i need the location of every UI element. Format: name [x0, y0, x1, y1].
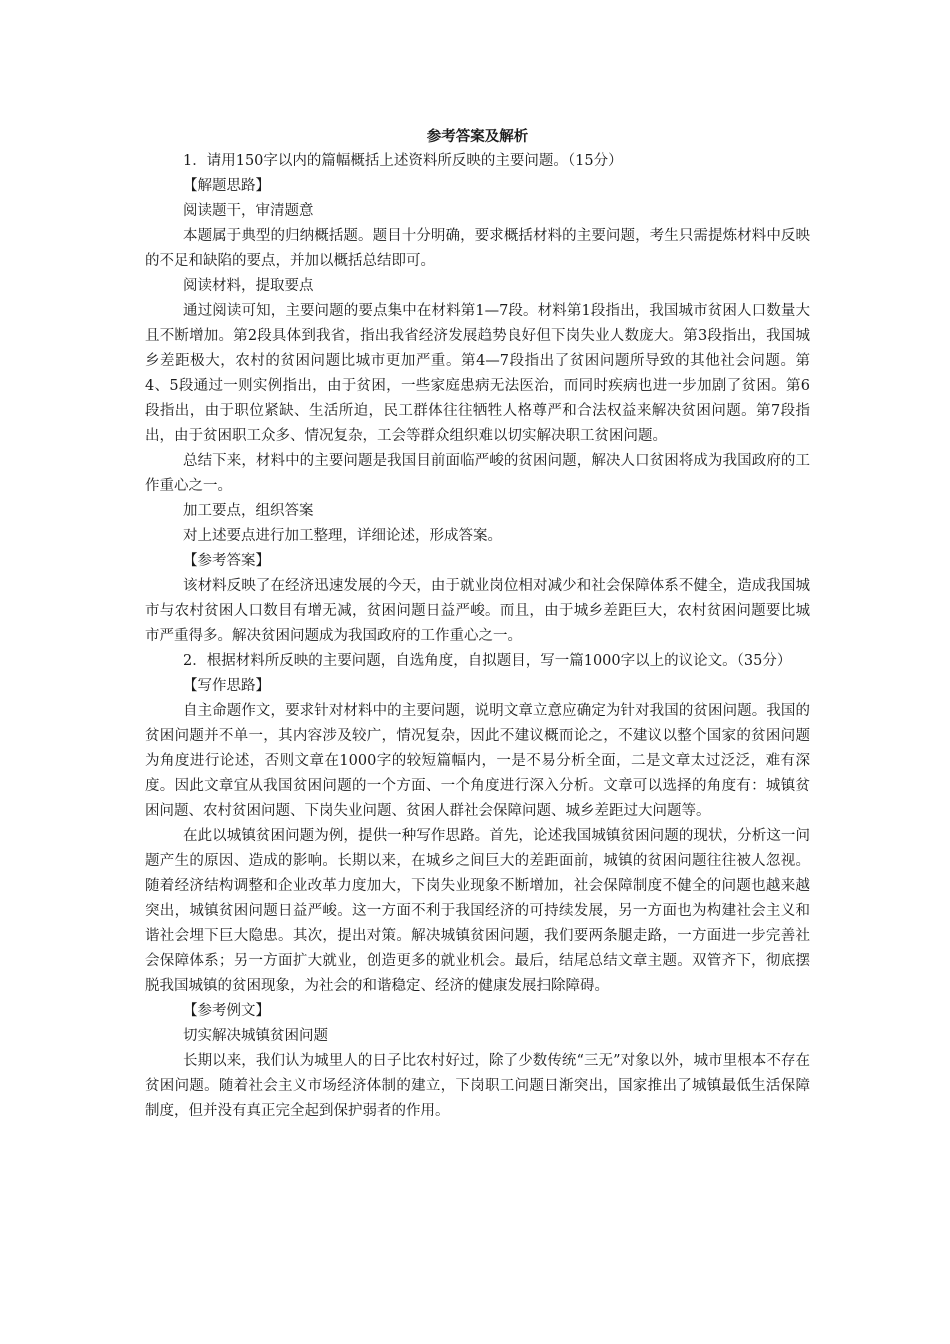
body-paragraph: 对上述要点进行加工整理，详细论述，形成答案。 — [183, 528, 502, 544]
section-heading-reference-answer: 【参考答案】 — [183, 553, 270, 569]
question-2: 2．根据材料所反映的主要问题，自选角度，自拟题目，写一篇1000字以上的议论文。（35分） — [183, 653, 792, 669]
step-heading-read-material: 阅读材料，提取要点 — [183, 278, 314, 294]
body-paragraph: 本题属于典型的归纳概括题。题目十分明确，要求概括材料的主要问题，考生只需提炼材料中反映的不足和缺陷的要点，并加以概括总结即可。 — [145, 228, 810, 269]
section-heading-solution-approach: 【解题思路】 — [183, 178, 270, 194]
document-title: 参考答案及解析 — [426, 128, 529, 145]
question-1: 1．请用150字以内的篇幅概括上述资料所反映的主要问题。（15分） — [183, 153, 623, 169]
body-paragraph: 总结下来，材料中的主要问题是我国目前面临严峻的贫困问题，解决人口贫困将成为我国政府的工作重心之一。 — [145, 453, 810, 494]
body-paragraph: 通过阅读可知，主要问题的要点集中在材料第1—7段。材料第1段指出，我国城市贫困人口数量大且不断增加。第2段具体到我省，指出我省经济发展趋势良好但下岗失业人数庞大。第3段指出，我国城乡差距极大，农村的贫困问题比城市更加严重。第4—7段指出了贫困问题所导致的其他社会问题。第4、5段通过一则实例指出，由于贫困，一些家庭患病无法医治，而同时疾病也进一步加剧了贫困。第6段指出，由于职位紧缺、生活所迫，民工群体往往牺牲人格尊严和合法权益来解决贫困问题。第7段指出，由于贫困职工众多、情况复杂，工会等群众组织难以切实解决职工贫困问题。 — [145, 303, 810, 444]
essay-title: 切实解决城镇贫困问题 — [183, 1028, 328, 1044]
section-heading-writing-approach: 【写作思路】 — [183, 678, 270, 694]
section-heading-sample-essay: 【参考例文】 — [183, 1003, 270, 1019]
body-paragraph: 该材料反映了在经济迅速发展的今天，由于就业岗位相对减少和社会保障体系不健全，造成我国城市与农村贫困人口数目有增无减，贫困问题日益严峻。而且，由于城乡差距巨大，农村贫困问题要比城市严重得多。解决贫困问题成为我国政府的工作重心之一。 — [145, 578, 810, 644]
body-paragraph: 自主命题作文，要求针对材料中的主要问题，说明文章立意应确定为针对我国的贫困问题。我国的贫困问题并不单一，其内容涉及较广，情况复杂，因此不建议概而论之，不建议以整个国家的贫困问题为角度进行论述，否则文章在1000字的较短篇幅内，一是不易分析全面，二是文章太过泛泛，难有深度。因此文章宜从我国贫困问题的一个方面、一个角度进行深入分析。文章可以选择的角度有：城镇贫困问题、农村贫困问题、下岗失业问题、贫困人群社会保障问题、城乡差距过大问题等。 — [145, 703, 810, 819]
body-paragraph: 在此以城镇贫困问题为例，提供一种写作思路。首先，论述我国城镇贫困问题的现状，分析这一问题产生的原因、造成的影响。长期以来，在城乡之间巨大的差距面前，城镇的贫困问题往往被人忽视。随着经济结构调整和企业改革力度加大，下岗失业现象不断增加，社会保障制度不健全的问题也越来越突出，城镇贫困问题日益严峻。这一方面不利于我国经济的可持续发展，另一方面也为构建社会主义和谐社会埋下巨大隐患。其次，提出对策。解决城镇贫困问题，我们要两条腿走路，一方面进一步完善社会保障体系；另一方面扩大就业，创造更多的就业机会。最后，结尾总结文章主题。双管齐下，彻底摆脱我国城镇的贫困现象，为社会的和谐稳定、经济的健康发展扫除障碍。 — [145, 828, 810, 994]
document-page — [145, 124, 810, 1124]
step-heading-read-question: 阅读题干，审清题意 — [183, 203, 314, 219]
body-paragraph: 长期以来，我们认为城里人的日子比农村好过，除了少数传统“三无”对象以外，城市里根本不存在贫困问题。随着社会主义市场经济体制的建立，下岗职工问题日渐突出，国家推出了城镇最低生活保障制度，但并没有真正完全起到保护弱者的作用。 — [145, 1053, 810, 1119]
step-heading-organize-answer: 加工要点，组织答案 — [183, 503, 314, 519]
